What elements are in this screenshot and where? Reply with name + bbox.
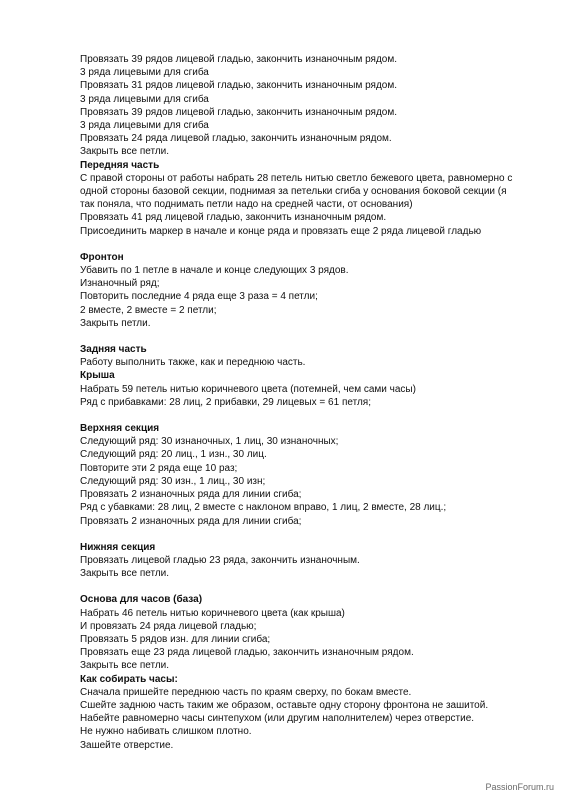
text-line: Набрать 46 петель нитью коричневого цвета (как крыша) (80, 607, 345, 619)
text-line: Провязать лицевой гладью 23 ряда, закончить изнаночным. (80, 554, 360, 566)
blank-line (80, 528, 520, 541)
text-line: Провязать 2 изнаночных ряда для линии сгиба; (80, 515, 302, 527)
section-heading: Задняя часть (80, 344, 147, 356)
text-line: Провязать 5 рядов изн. для линии сгиба; (80, 633, 271, 645)
text-line: Убавить по 1 петле в начале и конце следующих 3 рядов. (80, 265, 349, 277)
section-heading: Передняя часть (80, 159, 160, 171)
text-line: Провязать 41 ряд лицевой гладью, закончить изнаночным рядом. (80, 212, 387, 224)
text-line: Закрыть все петли. (80, 146, 170, 158)
text-line: Сначала пришейте переднюю часть по краям сверху, по бокам вместе. (80, 686, 412, 698)
blank-line (80, 238, 520, 251)
text-line: И провязать 24 ряда лицевой гладью; (80, 620, 257, 632)
text-line: Провязать 2 изнаночных ряда для линии сгиба; (80, 489, 302, 501)
section-heading: Фронтон (80, 251, 124, 263)
text-line: 3 ряда лицевыми для сгиба (80, 120, 209, 132)
text-line: Провязать 39 рядов лицевой гладью, закончить изнаночным рядом. (80, 106, 398, 118)
text-line: Следующий ряд: 20 лиц., 1 изн., 30 лиц. (80, 449, 267, 461)
text-line: Присоединить маркер в начале и конце ряда и провязать еще 2 ряда лицевой гладью (80, 225, 482, 237)
section-heading: Верхняя секция (80, 423, 160, 435)
section-heading: Основа для часов (база) (80, 594, 203, 606)
text-line: Следующий ряд: 30 изн., 1 лиц., 30 изн; (80, 475, 266, 487)
text-line: С правой стороны от работы набрать 28 петель нитью светло бежевого цвета, равномерно с одной стороны базовой секции, поднимая за петельки сгиба у основания боковой секции (я так поняла, что поднимать петли надо на средней части, от основания) (80, 172, 513, 211)
section-heading: Как собирать часы: (80, 673, 178, 685)
text-line: Следующий ряд: 30 изнаночных, 1 лиц, 30 изнаночных; (80, 436, 339, 448)
section-heading: Нижняя секция (80, 541, 156, 553)
text-line: Не нужно набивать слишком плотно. (80, 726, 252, 738)
text-line: Набрать 59 петель нитью коричневого цвета (потемней, чем сами часы) (80, 383, 416, 395)
text-line: Изнаночный ряд; (80, 278, 160, 290)
text-line: Закрыть все петли. (80, 568, 170, 580)
text-line: Ряд с убавками: 28 лиц, 2 вместе с наклоном вправо, 1 лиц, 2 вместе, 28 лиц.; (80, 502, 447, 514)
blank-line (80, 330, 520, 343)
text-line: Провязать 24 ряда лицевой гладью, закончить изнаночным рядом. (80, 133, 392, 145)
text-line: Работу выполнить также, как и переднюю часть. (80, 357, 306, 369)
text-line: Провязать 31 рядов лицевой гладью, закончить изнаночным рядом. (80, 80, 398, 92)
document-body (80, 53, 520, 752)
text-line: Повторить последние 4 ряда еще 3 раза = 4 петли; (80, 291, 318, 303)
text-line: 2 вместе, 2 вместе = 2 петли; (80, 304, 217, 316)
text-line: 3 ряда лицевыми для сгиба (80, 67, 209, 79)
text-line: Набейте равномерно часы синтепухом (или другим наполнителем) через отверстие. (80, 713, 475, 725)
text-line: Зашейте отверстие. (80, 739, 174, 751)
blank-line (80, 409, 520, 422)
text-line: Провязать 39 рядов лицевой гладью, закончить изнаночным рядом. (80, 54, 398, 65)
text-line: Повторите эти 2 ряда еще 10 раз; (80, 462, 238, 474)
blank-line (80, 580, 520, 593)
section-heading: Крыша (80, 370, 115, 382)
text-line: Провязать еще 23 ряда лицевой гладью, закончить изнаночным рядом. (80, 647, 414, 659)
text-line: Ряд с прибавками: 28 лиц, 2 прибавки, 29 лицевых = 61 петля; (80, 396, 371, 408)
text-line: Закрыть петли. (80, 317, 151, 329)
watermark: PassionForum.ru (485, 782, 554, 792)
text-line: 3 ряда лицевыми для сгиба (80, 93, 209, 105)
text-line: Закрыть все петли. (80, 660, 170, 672)
text-line: Сшейте заднюю часть таким же образом, оставьте одну сторону фронтона не зашитой. (80, 699, 489, 711)
